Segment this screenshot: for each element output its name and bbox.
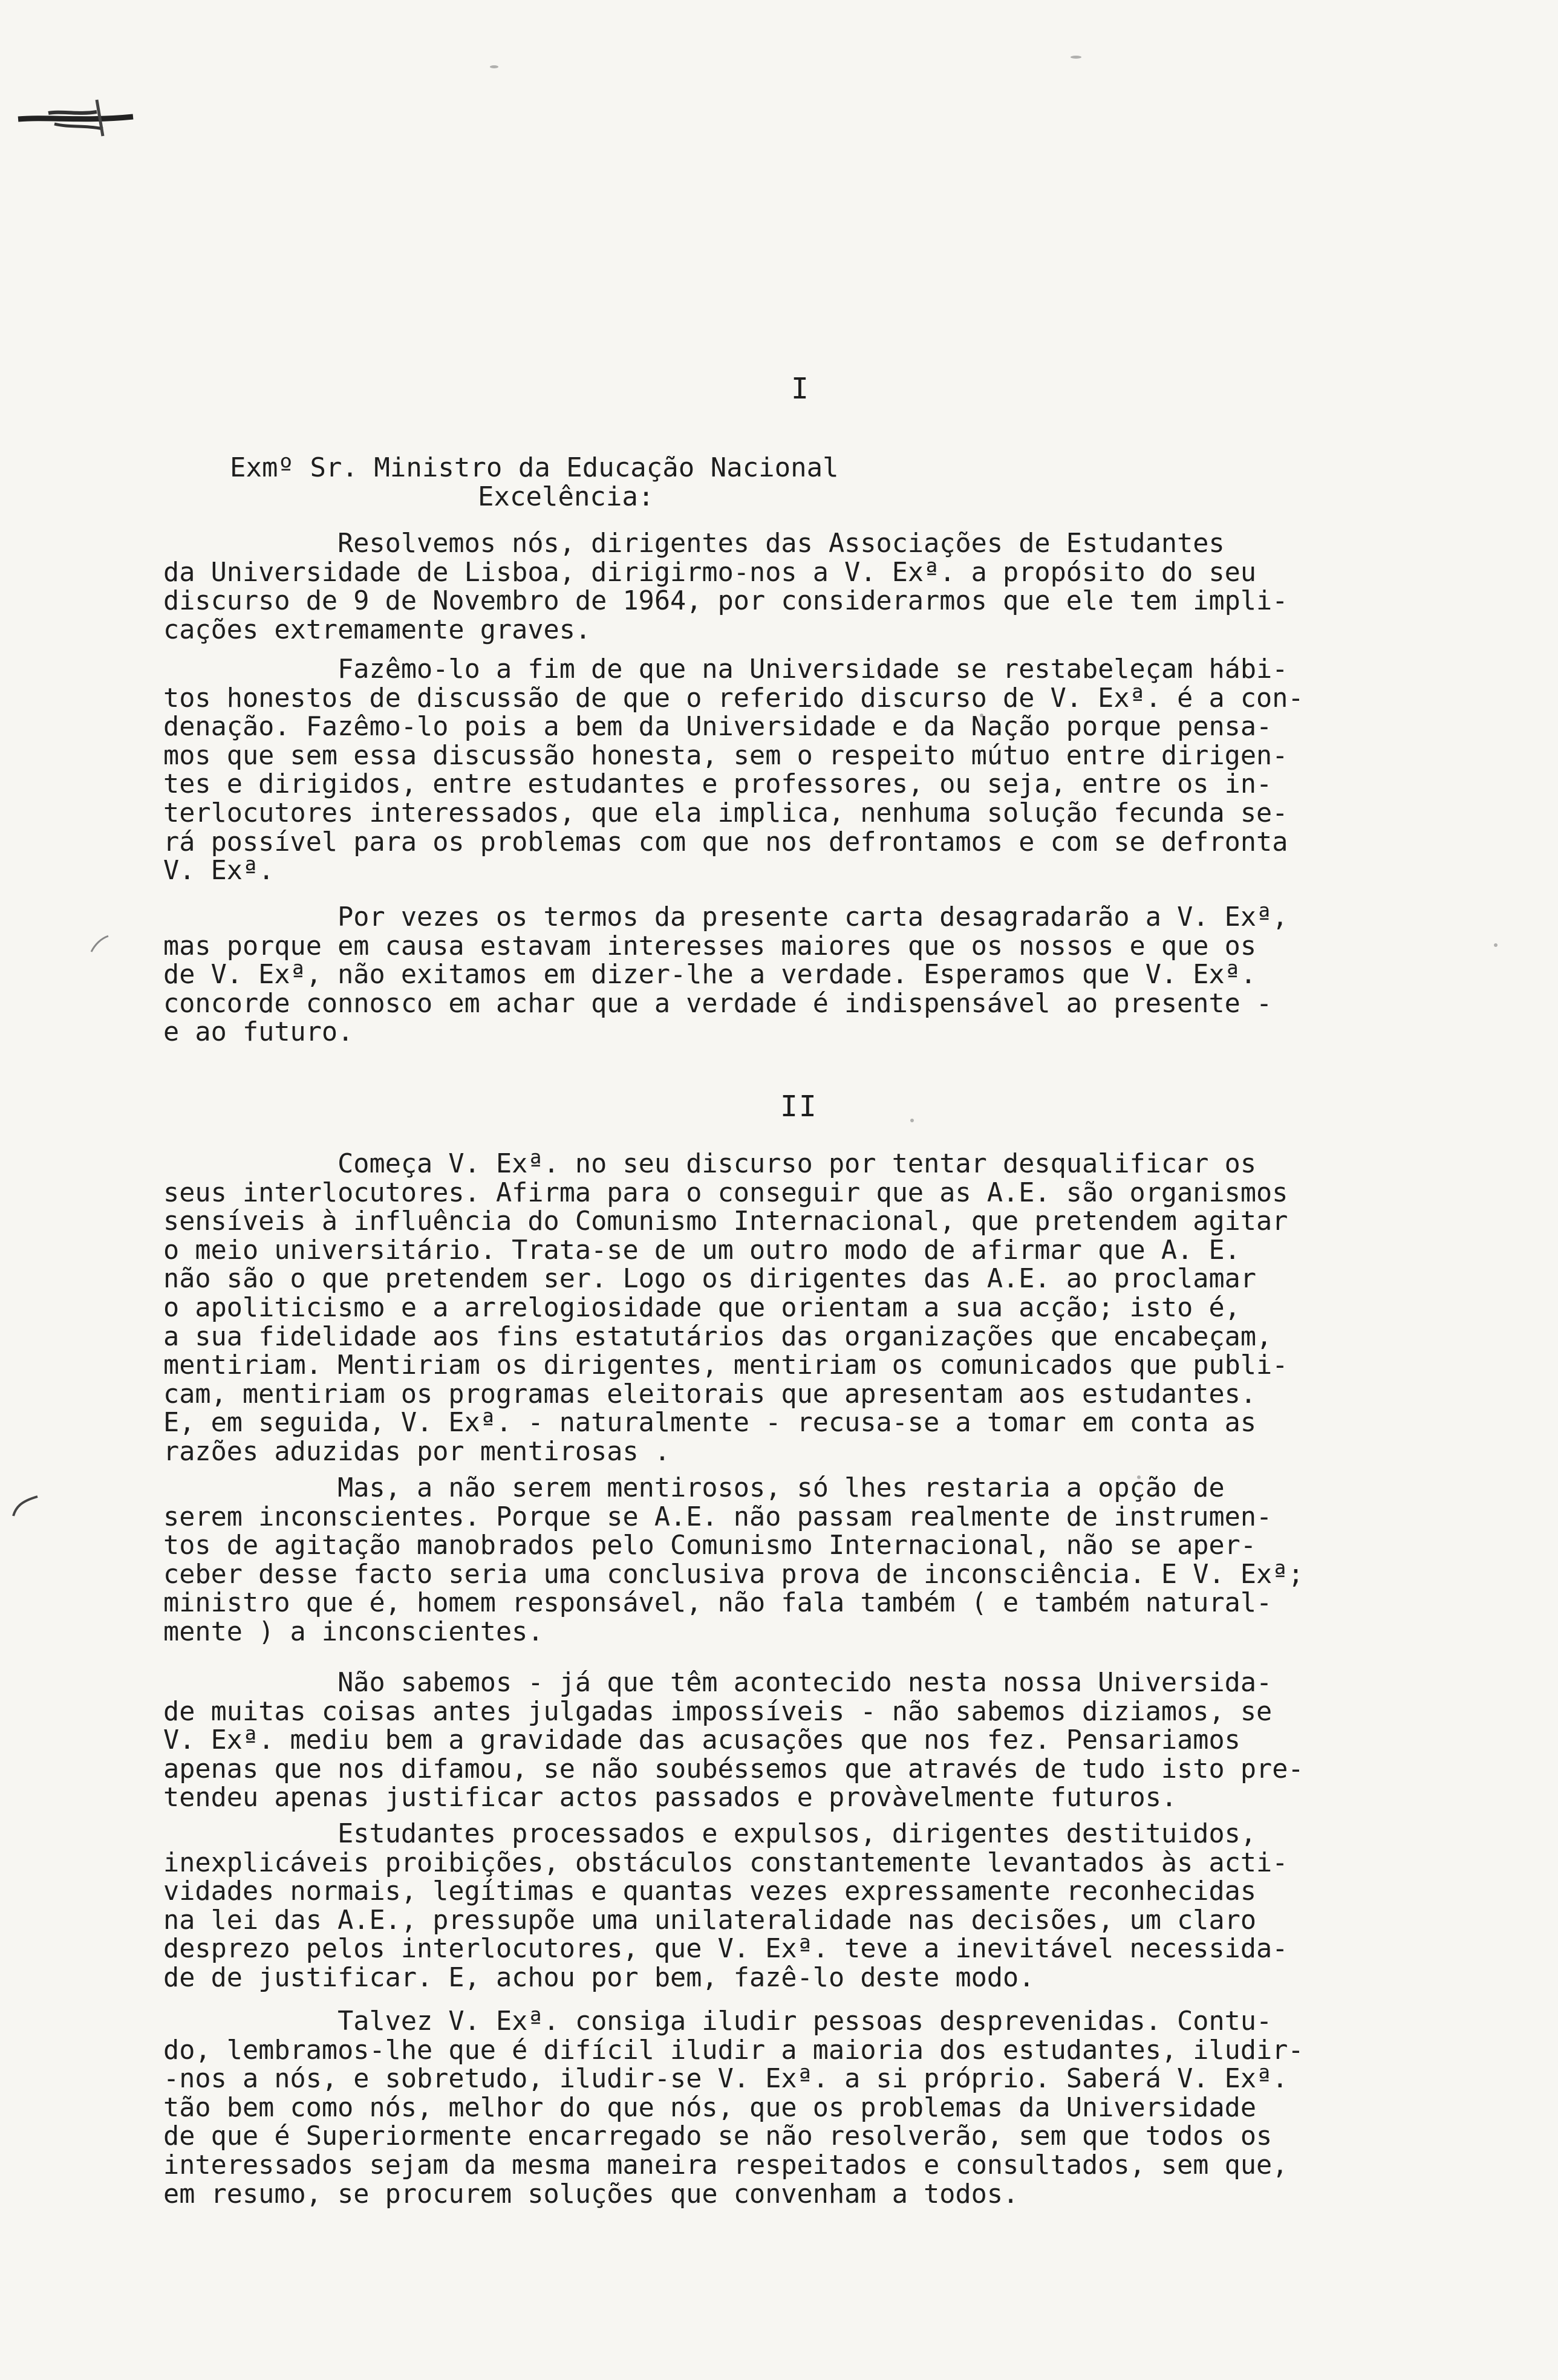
salutation-line: Exmº Sr. Ministro da Educação Nacional bbox=[230, 452, 839, 483]
scan-speck bbox=[490, 65, 498, 68]
letter-paragraph: Começa V. Exª. no seu discurso por tentar desqualificar os seus interlocutores. Afirma para o conseguir que as A.E. são organismos sensíveis à influência do Comunismo Internacional, que pretendem agitar o meio universitário. Trata-se de um outro modo de afirmar que A. E. não são o que pretendem ser. Logo os dirigentes das A.E. ao proclamar o apoliticismo e a arrelogiosidade que orientam a sua acção; isto é, a sua fidelidade aos fins estatutários das organizações que encabeçam, mentiriam. Mentiriam os dirigentes, mentiriam os comunicados que publi- cam, mentiriam os programas eleitorais que apresentam aos estudantes. E, em seguida, V. Exª. - naturalmente - recusa-se a tomar em conta as razões aduzidas por mentirosas . bbox=[163, 1149, 1288, 1467]
letter-paragraph: Por vezes os termos da presente carta desagradarão a V. Exª, mas porque em causa estavam interesses maiores que os nossos e que os de V. Exª, não exitamos em dizer-lhe a verdade. Esperamos que V. Exª. concorde connosco em achar que a verdade é indispensável ao presente - e ao futuro. bbox=[163, 902, 1288, 1048]
section-number: II bbox=[780, 1090, 818, 1123]
margin-mark-icon bbox=[88, 931, 112, 955]
binder-clip-mark-icon bbox=[12, 82, 139, 148]
salutation-line: Excelência: bbox=[478, 481, 654, 512]
margin-mark-icon bbox=[7, 1484, 44, 1521]
letter-paragraph: Resolvemos nós, dirigentes das Associações de Estudantes da Universidade de Lisboa, dirigirmo-nos a V. Exª. a propósito do seu discurso de 9 de Novembro de 1964, por considerarmos que ele tem impli- cações extremamente graves. bbox=[163, 528, 1288, 645]
letter-paragraph: Não sabemos - já que têm acontecido nesta nossa Universida- de muitas coisas antes julgadas impossíveis - não sabemos diziamos, se V. Exª. mediu bem a gravidade das acusações que nos fez. Pensariamos apenas que nos difamou, se não soubéssemos que através de tudo isto pre- tendeu apenas justificar actos passados e provàvelmente futuros. bbox=[163, 1668, 1304, 1813]
scan-speck bbox=[910, 1119, 914, 1122]
scan-speck bbox=[1071, 56, 1081, 59]
section-number: I bbox=[791, 372, 810, 406]
letter-paragraph: Talvez V. Exª. consiga iludir pessoas desprevenidas. Contu- do, lembramos-lhe que é difícil iludir a maioria dos estudantes, iludir- -nos a nós, e sobretudo, iludir-se V. Exª. a si próprio. Saberá V. Exª. tão bem como nós, melhor do que nós, que os problemas da Universidade de que é Superiormente encarregado se não resolverão, sem que todos os interessados sejam da mesma maneira respeitados e consultados, sem que, em resumo, se procurem soluções que convenham a todos. bbox=[163, 2006, 1304, 2209]
letter-paragraph: Estudantes processados e expulsos, dirigentes destituidos, inexplicáveis proibições, obstáculos constantemente levantados às acti- vidades normais, legítimas e quantas vezes expressamente reconhecidas na lei das A.E., pressupõe uma unilateralidade nas decisões, um claro desprezo pelos interlocutores, que V. Exª. teve a inevitável necessida- de de justificar. E, achou por bem, fazê-lo deste modo. bbox=[163, 1819, 1288, 1993]
letter-paragraph: Mas, a não serem mentirosos, só lhes restaria a opção de serem inconscientes. Porque se A.E. não passam realmente de instrumen- tos de agitação manobrados pelo Comunismo Internacional, não se aper- ceber desse facto seria uma conclusiva prova de inconsciência. E V. Exª; ministro que é, homem responsável, não fala também ( e também natural- mente ) a inconscientes. bbox=[163, 1473, 1304, 1647]
letter-paragraph: Fazêmo-lo a fim de que na Universidade se restabeleçam hábi- tos honestos de discussão de que o referido discurso de V. Exª. é a con- denação. Fazêmo-lo pois a bem da Universidade e da Nação porque pensa- mos que sem essa discussão honesta, sem o respeito mútuo entre dirigen- tes e dirigidos, entre estudantes e professores, ou seja, entre os in- terlocutores interessados, que ela implica, nenhuma solução fecunda se- rá possível para os problemas com que nos defrontamos e com se defronta V. Exª. bbox=[163, 654, 1304, 886]
scan-speck bbox=[1494, 943, 1498, 947]
